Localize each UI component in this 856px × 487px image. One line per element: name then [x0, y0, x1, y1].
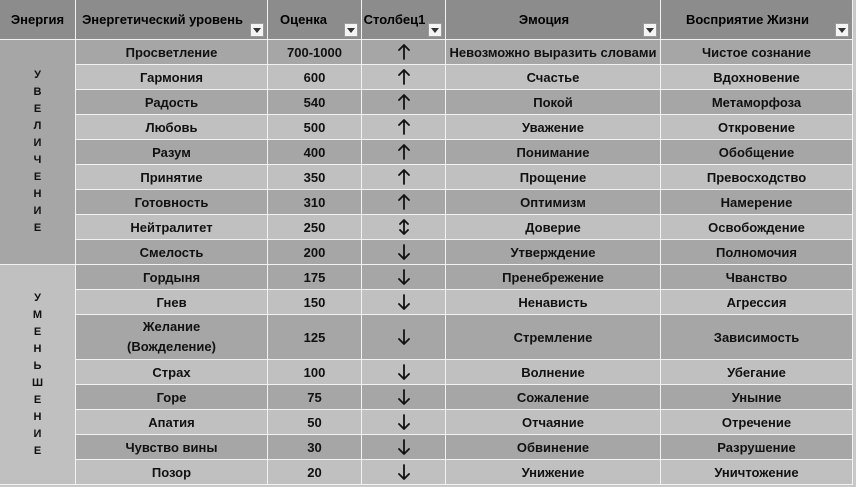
cell-text: Уважение	[522, 119, 584, 135]
cell-text: Гармония	[139, 69, 203, 85]
cell-text: Уныние	[731, 389, 782, 405]
cell-perception	[661, 435, 853, 460]
cell-column	[362, 115, 446, 140]
energy-group-down	[0, 265, 76, 485]
cell-level	[76, 460, 268, 485]
cell-text: 30	[307, 439, 322, 455]
filter-dropdown-button[interactable]	[250, 23, 264, 37]
cell-text: 310	[303, 194, 326, 210]
cell-score	[268, 140, 362, 165]
arrow-up-down-icon	[398, 219, 410, 235]
cell-level	[76, 90, 268, 115]
group-letter: Е	[33, 171, 42, 183]
cell-level	[76, 410, 268, 435]
cell-level	[76, 240, 268, 265]
header-label: Эмоция	[518, 12, 570, 27]
cell-text: Обобщение	[718, 144, 795, 160]
cell-level	[76, 265, 268, 290]
chevron-down-icon	[347, 28, 355, 33]
cell-emotion	[446, 190, 661, 215]
cell-column	[362, 315, 446, 360]
cell-text: Отречение	[721, 414, 792, 430]
energy-group-label	[34, 67, 42, 237]
arrow-down-icon	[398, 414, 410, 430]
cell-text: Убегание	[727, 364, 786, 380]
group-letter: Ш	[31, 376, 44, 389]
cell-text: 50	[307, 414, 322, 430]
cell-text: Волнение	[521, 364, 585, 380]
cell-text: Пренебрежение	[502, 269, 604, 285]
group-letter: Н	[33, 410, 42, 423]
cell-text: Нейтралитет	[130, 219, 213, 235]
cell-emotion	[446, 315, 661, 360]
cell-column	[362, 90, 446, 115]
cell-text: Обвинение	[516, 439, 590, 455]
header-label: Оценка	[280, 12, 327, 27]
arrow-up-icon	[398, 94, 410, 110]
cell-column	[362, 65, 446, 90]
arrow-up-icon	[398, 144, 410, 160]
arrow-up-icon	[398, 119, 410, 135]
cell-text: 150	[303, 294, 326, 310]
cell-emotion	[446, 265, 661, 290]
cell-text: Позор	[151, 464, 192, 480]
cell-column	[362, 460, 446, 485]
cell-perception	[661, 360, 853, 385]
cell-text: Понимание	[516, 144, 590, 160]
column-header-level	[76, 0, 268, 40]
group-letter: Е	[33, 393, 42, 406]
cell-text: Гнев	[156, 294, 187, 310]
cell-text: 175	[303, 269, 326, 285]
column-header-emotion	[446, 0, 661, 40]
cell-perception	[661, 215, 853, 240]
cell-perception	[661, 65, 853, 90]
cell-text: Страх	[152, 364, 191, 380]
cell-text: Оптимизм	[520, 194, 586, 210]
group-letter: У	[34, 291, 41, 304]
cell-level	[76, 385, 268, 410]
cell-level	[76, 215, 268, 240]
cell-column	[362, 265, 446, 290]
arrow-down-icon	[398, 389, 410, 405]
cell-perception	[661, 290, 853, 315]
group-letter: Ч	[33, 154, 42, 166]
cell-text: Просветление	[125, 44, 218, 60]
cell-level	[76, 165, 268, 190]
chevron-down-icon	[431, 28, 439, 33]
cell-text: Невозможно выразить словами	[449, 44, 657, 60]
cell-emotion	[446, 290, 661, 315]
group-letter: Е	[33, 222, 42, 234]
column-header-energy	[0, 0, 76, 40]
cell-text: Апатия	[148, 414, 195, 430]
cell-score	[268, 215, 362, 240]
cell-column	[362, 40, 446, 65]
cell-text: Готовность	[134, 194, 209, 210]
arrow-down-icon	[398, 329, 410, 345]
cell-column	[362, 140, 446, 165]
cell-level	[76, 115, 268, 140]
cell-perception	[661, 190, 853, 215]
cell-text: 20	[307, 464, 322, 480]
cell-score	[268, 385, 362, 410]
group-letter: Н	[33, 342, 42, 355]
cell-text: Ненависть	[518, 294, 588, 310]
column-header-column	[362, 0, 446, 40]
cell-perception	[661, 410, 853, 435]
arrow-down-icon	[398, 464, 410, 480]
chevron-down-icon	[838, 28, 846, 33]
energy-group-up	[0, 40, 76, 265]
energy-group-label	[32, 290, 43, 460]
filter-dropdown-button[interactable]	[344, 23, 358, 37]
group-letter: В	[33, 86, 42, 98]
arrow-down-icon	[398, 439, 410, 455]
cell-emotion	[446, 385, 661, 410]
cell-level	[76, 65, 268, 90]
filter-dropdown-button[interactable]	[428, 23, 442, 37]
cell-emotion	[446, 215, 661, 240]
group-letter: Л	[33, 120, 42, 132]
arrow-down-icon	[398, 294, 410, 310]
cell-column	[362, 435, 446, 460]
cell-text: Радость	[144, 94, 199, 110]
arrow-down-icon	[398, 364, 410, 380]
cell-emotion	[446, 165, 661, 190]
cell-text: 100	[303, 364, 326, 380]
cell-text: Стремление	[513, 329, 593, 345]
cell-column	[362, 410, 446, 435]
cell-emotion	[446, 240, 661, 265]
cell-text: Превосходство	[706, 169, 807, 185]
cell-text: Метаморфоза	[711, 94, 802, 110]
cell-text: Освобождение	[708, 219, 805, 235]
cell-text: Любовь	[145, 119, 198, 135]
cell-level	[76, 315, 268, 360]
cell-emotion	[446, 115, 661, 140]
cell-text: Вдохновение	[713, 69, 800, 85]
cell-emotion	[446, 40, 661, 65]
cell-text: 250	[303, 219, 326, 235]
cell-text: 700-1000	[287, 44, 342, 60]
cell-score	[268, 40, 362, 65]
filter-dropdown-button[interactable]	[835, 23, 849, 37]
group-letter: Н	[33, 188, 42, 200]
cell-score	[268, 190, 362, 215]
cell-perception	[661, 115, 853, 140]
cell-score	[268, 115, 362, 140]
cell-emotion	[446, 360, 661, 385]
cell-perception	[661, 40, 853, 65]
column-header-score	[268, 0, 362, 40]
cell-text: Желание (Вожделение)	[127, 319, 216, 354]
group-letter: Ь	[33, 359, 42, 372]
cell-column	[362, 290, 446, 315]
cell-column	[362, 360, 446, 385]
arrow-up-icon	[398, 169, 410, 185]
group-letter: И	[33, 137, 42, 149]
cell-text: 600	[303, 69, 326, 85]
cell-text: 540	[303, 94, 326, 110]
cell-score	[268, 360, 362, 385]
cell-emotion	[446, 410, 661, 435]
cell-text: Покой	[533, 94, 573, 110]
cell-level	[76, 40, 268, 65]
group-letter: Е	[33, 444, 42, 457]
cell-text: Откровение	[718, 119, 795, 135]
cell-text: Чистое сознание	[702, 44, 811, 60]
cell-score	[268, 290, 362, 315]
header-label: Столбец1	[363, 12, 426, 27]
cell-text: Унижение	[521, 464, 585, 480]
cell-perception	[661, 140, 853, 165]
cell-level	[76, 140, 268, 165]
group-letter: Е	[33, 103, 42, 115]
filter-dropdown-button[interactable]	[643, 23, 657, 37]
cell-emotion	[446, 140, 661, 165]
cell-text: 125	[303, 329, 326, 345]
cell-text: Принятие	[140, 169, 203, 185]
cell-perception	[661, 240, 853, 265]
group-letter: М	[32, 308, 43, 321]
cell-level	[76, 290, 268, 315]
cell-score	[268, 265, 362, 290]
cell-level	[76, 435, 268, 460]
cell-column	[362, 190, 446, 215]
cell-score	[268, 65, 362, 90]
cell-text: Агрессия	[726, 294, 787, 310]
group-letter: У	[34, 69, 41, 81]
group-letter: И	[33, 205, 42, 217]
cell-column	[362, 165, 446, 190]
cell-text: Прощение	[519, 169, 587, 185]
arrow-down-icon	[398, 269, 410, 285]
cell-text: Уничтожение	[714, 464, 799, 480]
cell-text: 500	[303, 119, 326, 135]
cell-perception	[661, 460, 853, 485]
group-letter: И	[33, 427, 42, 440]
cell-emotion	[446, 65, 661, 90]
cell-text: Отчаяние	[522, 414, 584, 430]
cell-text: Чувство вины	[125, 439, 218, 455]
cell-emotion	[446, 90, 661, 115]
cell-emotion	[446, 460, 661, 485]
header-label: Энергия	[10, 12, 65, 27]
cell-text: 400	[303, 144, 326, 160]
cell-text: Гордыня	[142, 269, 201, 285]
cell-score	[268, 90, 362, 115]
cell-text: Разрушение	[717, 439, 796, 455]
cell-text: Счастье	[526, 69, 580, 85]
cell-text: Полномочия	[715, 244, 798, 260]
cell-score	[268, 315, 362, 360]
cell-text: Чванство	[725, 269, 788, 285]
cell-text: Намерение	[720, 194, 793, 210]
group-letter: Е	[33, 325, 42, 338]
cell-column	[362, 215, 446, 240]
cell-score	[268, 410, 362, 435]
cell-column	[362, 385, 446, 410]
cell-text: 350	[303, 169, 326, 185]
chevron-down-icon	[253, 28, 261, 33]
cell-perception	[661, 265, 853, 290]
cell-text: Утверждение	[510, 244, 596, 260]
arrow-down-icon	[398, 244, 410, 260]
cell-text: Горе	[156, 389, 187, 405]
header-label: Энергетический уровень	[82, 12, 243, 27]
cell-text: Доверие	[525, 219, 581, 235]
cell-text: Разум	[152, 144, 191, 160]
cell-score	[268, 240, 362, 265]
arrow-up-icon	[398, 44, 410, 60]
arrow-up-icon	[398, 194, 410, 210]
header-label: Восприятие Жизни	[685, 12, 809, 27]
cell-perception	[661, 165, 853, 190]
cell-perception	[661, 385, 853, 410]
cell-level	[76, 190, 268, 215]
cell-text: 75	[307, 389, 322, 405]
cell-text: 200	[303, 244, 326, 260]
cell-perception	[661, 315, 853, 360]
cell-text: Сожаление	[516, 389, 590, 405]
cell-score	[268, 165, 362, 190]
cell-level	[76, 360, 268, 385]
cell-score	[268, 460, 362, 485]
cell-text: Смелость	[139, 244, 204, 260]
cell-score	[268, 435, 362, 460]
column-header-perception	[661, 0, 853, 40]
cell-emotion	[446, 435, 661, 460]
cell-perception	[661, 90, 853, 115]
chevron-down-icon	[646, 28, 654, 33]
cell-column	[362, 240, 446, 265]
arrow-up-icon	[398, 69, 410, 85]
cell-text: Зависимость	[713, 329, 800, 345]
